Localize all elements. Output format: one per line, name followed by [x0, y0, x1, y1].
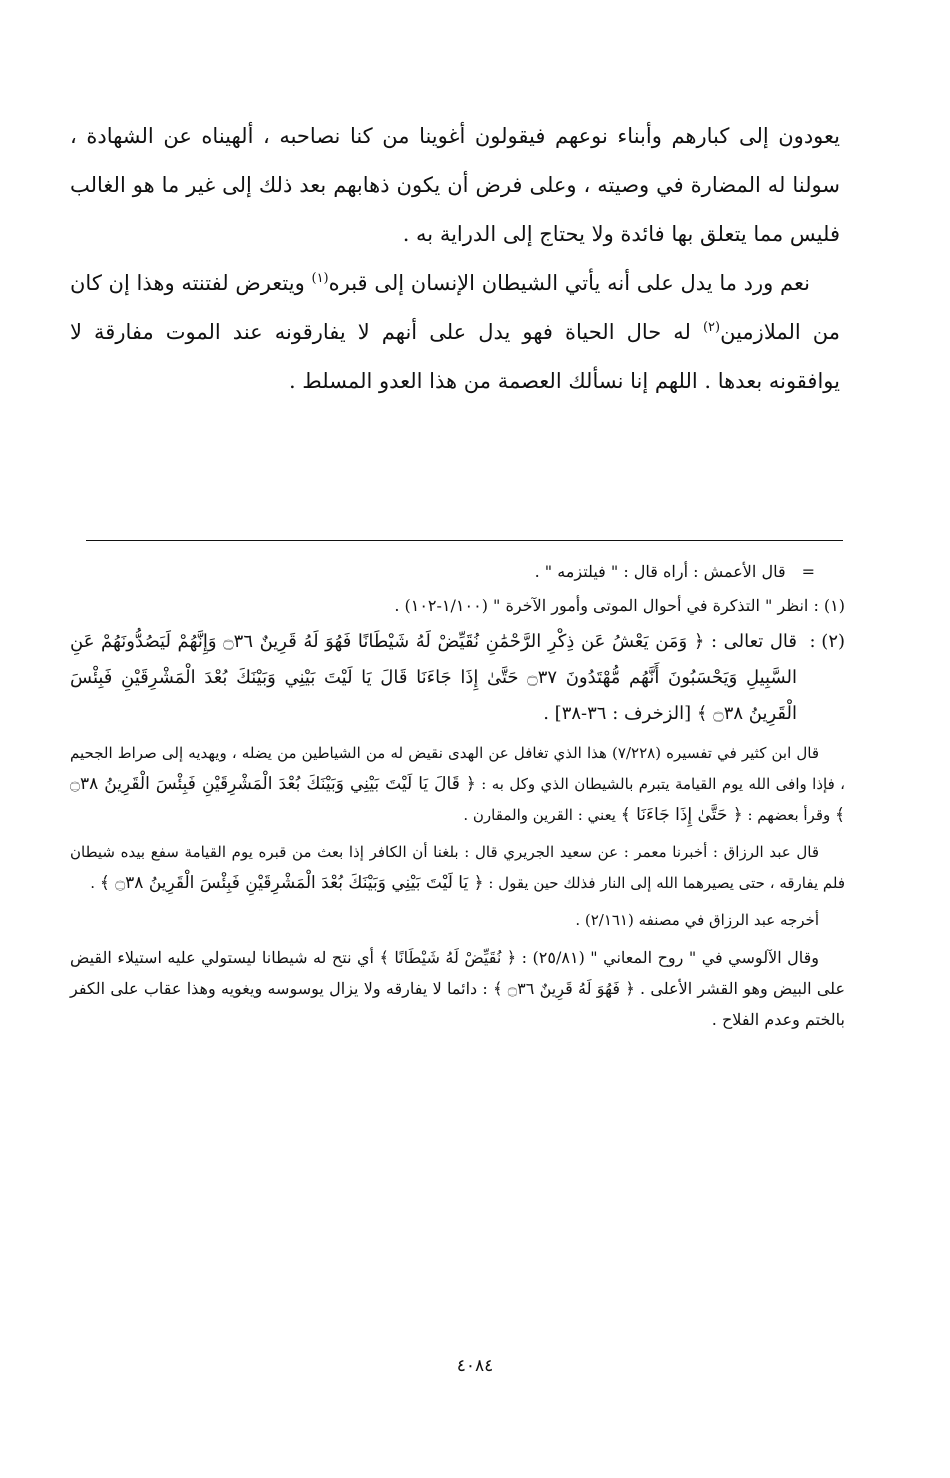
alusi-verse-1: ﴿ نُقَيِّضْ لَهُ شَيْطَانًا ﴾: [379, 948, 517, 967]
footnote-2-intro: قال تعالى :: [704, 631, 798, 652]
ibn-kathir-commentary: [70, 738, 845, 831]
footnote-2-reference: [الزخرف : ٣٦-٣٨] .: [543, 703, 697, 724]
ibn-kathir-text-b: وقرأ بعضهم :: [742, 806, 836, 824]
main-paragraph-2-part-c: له حال الحياة فهو يدل على أنهم لا يفارقونه عند الموت مفارقة لا يوافقونه بعدها . اللهم إنا نسألك العصمة من هذا العدو المسلط .: [70, 320, 840, 393]
main-paragraph-1: يعودون إلى كبارهم وأبناء نوعهم فيقولون أغوينا من كنا نصاحبه ، ألهيناه عن الشهادة ، سولنا له المضارة في وصيته ، وعلى فرض أن يكون ذهابهم بعد ذلك إلى غير ما هو الغالب فليس مما يتعلق بها فائدة ولا يحتاج إلى الدراية به .: [70, 124, 840, 246]
abd-razzaq-end: .: [90, 874, 100, 892]
footnote-separator-rule: [86, 540, 843, 541]
alusi-verse-2: ﴿ فَهُوَ لَهُ قَرِينٌ ۝٣٦ ﴾: [493, 979, 635, 998]
footnotes: [70, 556, 845, 1035]
ibn-kathir-verse-2: ﴿ حَتَّىٰ إِذَا جَاءَنَا ﴾: [620, 805, 743, 825]
alusi-text-b: أي نتح له شيطانا ليستولي عليه استيلاء القيض على البيض وهو القشر الأعلى .: [70, 948, 845, 998]
alusi-text-a: وقال الآلوسي في " روح المعاني " (٢٥/٨١) :: [516, 948, 819, 967]
footnote-2-number: (٢) :: [809, 631, 846, 652]
ibn-kathir-verse-1: ﴿ قَالَ يَا لَيْتَ بَيْنِي وَبَيْنَكَ بُعْدَ الْمَشْرِقَيْنِ فَبِئْسَ الْقَرِينُ ۝٣٨ ﴾: [70, 774, 845, 825]
musannaf-reference: أخرجه عبد الرزاق في مصنفه (٢/١٦١) .: [575, 911, 819, 929]
footnote-ref-2: (٢): [702, 320, 721, 335]
main-paragraph-2-part-b: ويتعرض لفتنته وهذا إن كان من الملازمين: [70, 271, 841, 344]
page-number: ٤٠٨٤: [456, 1356, 494, 1376]
main-text: [70, 112, 840, 406]
footnote-1-number: (١) :: [813, 596, 845, 615]
footnote-continuation: [70, 556, 845, 587]
continuation-text: قال الأعمش : أراه قال : " فيلتزمه " .: [534, 562, 786, 581]
footnote-1-text: انظر " التذكرة في أحوال الموتى وأمور الآخرة " (١/١٠٠-١٠٢) .: [394, 596, 809, 615]
footnote-ref-1: (١): [311, 271, 329, 286]
ibn-kathir-text-a: قال ابن كثير في تفسيره (٧/٢٢٨) هذا الذي تغافل عن الهدى نقيض له من الشياطين من يضله ، ويهديه إلى صراط الجحيم ، فإذا وافى الله يوم القيامة يتبرم بالشيطان الذي وكل به :: [70, 744, 845, 793]
footnote-2: [70, 624, 845, 732]
abd-razzaq-text: قال عبد الرزاق : أخبرنا معمر : عن سعيد الجريري قال : بلغنا أن الكافر إذا بعث من قبره يوم القيامة سفع بيده شيطان فلم يفارقه ، حتى يصيرهما الله إلى النار فذلك حين يقول :: [70, 843, 845, 892]
abd-razzaq-narration: [70, 837, 845, 899]
footnote-1: [70, 590, 845, 621]
alusi-commentary: [70, 942, 845, 1035]
continuation-mark: =: [801, 562, 815, 581]
abd-razzaq-verse: ﴿ يَا لَيْتَ بَيْنِي وَبَيْنَكَ بُعْدَ الْمَشْرِقَيْنِ فَبِئْسَ الْقَرِينُ ۝٣٨ ﴾: [99, 873, 484, 893]
alusi-text-c: : دائما لا يفارقه ولا يزال يوسوسه ويغويه وهذا عقاب على الكفر بالختم وعدم الفلاح .: [70, 979, 845, 1029]
ibn-kathir-text-c: يعني : القرين والمقارن .: [463, 806, 621, 824]
main-paragraph-2-part-a: نعم ورد ما يدل على أنه يأتي الشيطان الإنسان إلى قبره: [328, 271, 810, 295]
footnote-2-verse: ﴿ وَمَن يَعْشُ عَن ذِكْرِ الرَّحْمَٰنِ نُقَيِّضْ لَهُ شَيْطَانًا فَهُوَ لَهُ قَرِينٌ ۝٣٦ وَإِنَّهُمْ لَيَصُدُّونَهُمْ عَنِ السَّبِيلِ وَيَحْسَبُونَ أَنَّهُم مُّهْتَدُونَ ۝٣٧ حَتَّىٰ إِذَا جَاءَنَا قَالَ يَا لَيْتَ بَيْنِي وَبَيْنَكَ بُعْدَ الْمَشْرِقَيْنِ فَبِئْسَ الْقَرِينُ ۝٣٨ ﴾: [70, 631, 797, 724]
main-paragraph-2: [70, 259, 840, 406]
